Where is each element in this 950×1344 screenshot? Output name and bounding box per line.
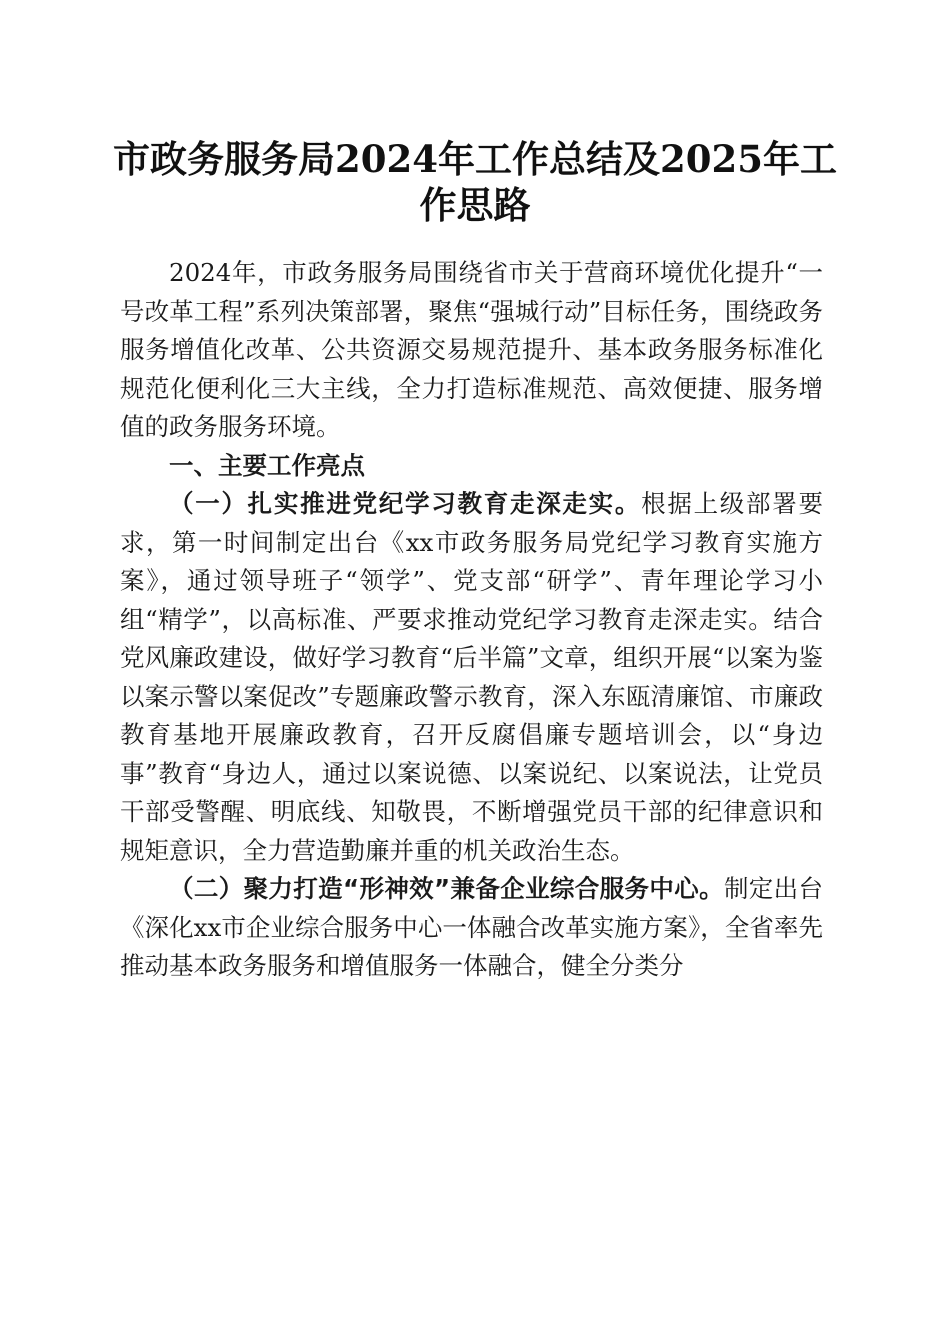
document-body <box>120 254 823 986</box>
item-1-paragraph <box>120 485 823 870</box>
section-heading-highlights: 一、主要工作亮点 <box>169 450 365 480</box>
item-2-paragraph <box>120 870 823 986</box>
item-2-heading: （二）聚力打造“形神效”兼备企业综合服务中心。 <box>169 874 724 903</box>
item-1-heading: （一）扎实推进党纪学习教育走深走实。 <box>169 489 642 518</box>
intro-paragraph: 2024年，市政务服务局围绕省市关于营商环境优化提升“一号改革工程”系列决策部署，聚焦“强城行动”目标任务，围绕政务服务增值化改革、公共资源交易规范提升、基本政务服务标准化规范化便利化三大主线，全力打造标准规范、高效便捷、服务增值的政务服务环境。 <box>120 258 823 441</box>
item-1-text: 根据上级部署要求，第一时间制定出台《xx市政务服务局党纪学习教育实施方案》，通过领导班子“领学”、党支部“研学”、青年理论学习小组“精学”，以高标准、严要求推动党纪学习教育走深走实。结合党风廉政建设，做好学习教育“后半篇”文章，组织开展“以案为鉴以案示警以案促改”专题廉政警示教育，深入东瓯清廉馆、市廉政教育基地开展廉政教育，召开反腐倡廉专题培训会，以“身边事”教育“身边人，通过以案说德、以案说纪、以案说法，让党员干部受警醒、明底线、知敬畏，不断增强党员干部的纪律意识和规矩意识，全力营造勤廉并重的机关政治生态。 <box>120 489 823 865</box>
item-2-text: 制定出台《深化xx市企业综合服务中心一体融合改革实施方案》，全省率先推动基本政务服务和增值服务一体融合，健全分类分 <box>120 874 824 980</box>
document-title: 市政务服务局2024年工作总结及2025年工作思路 <box>113 137 837 227</box>
